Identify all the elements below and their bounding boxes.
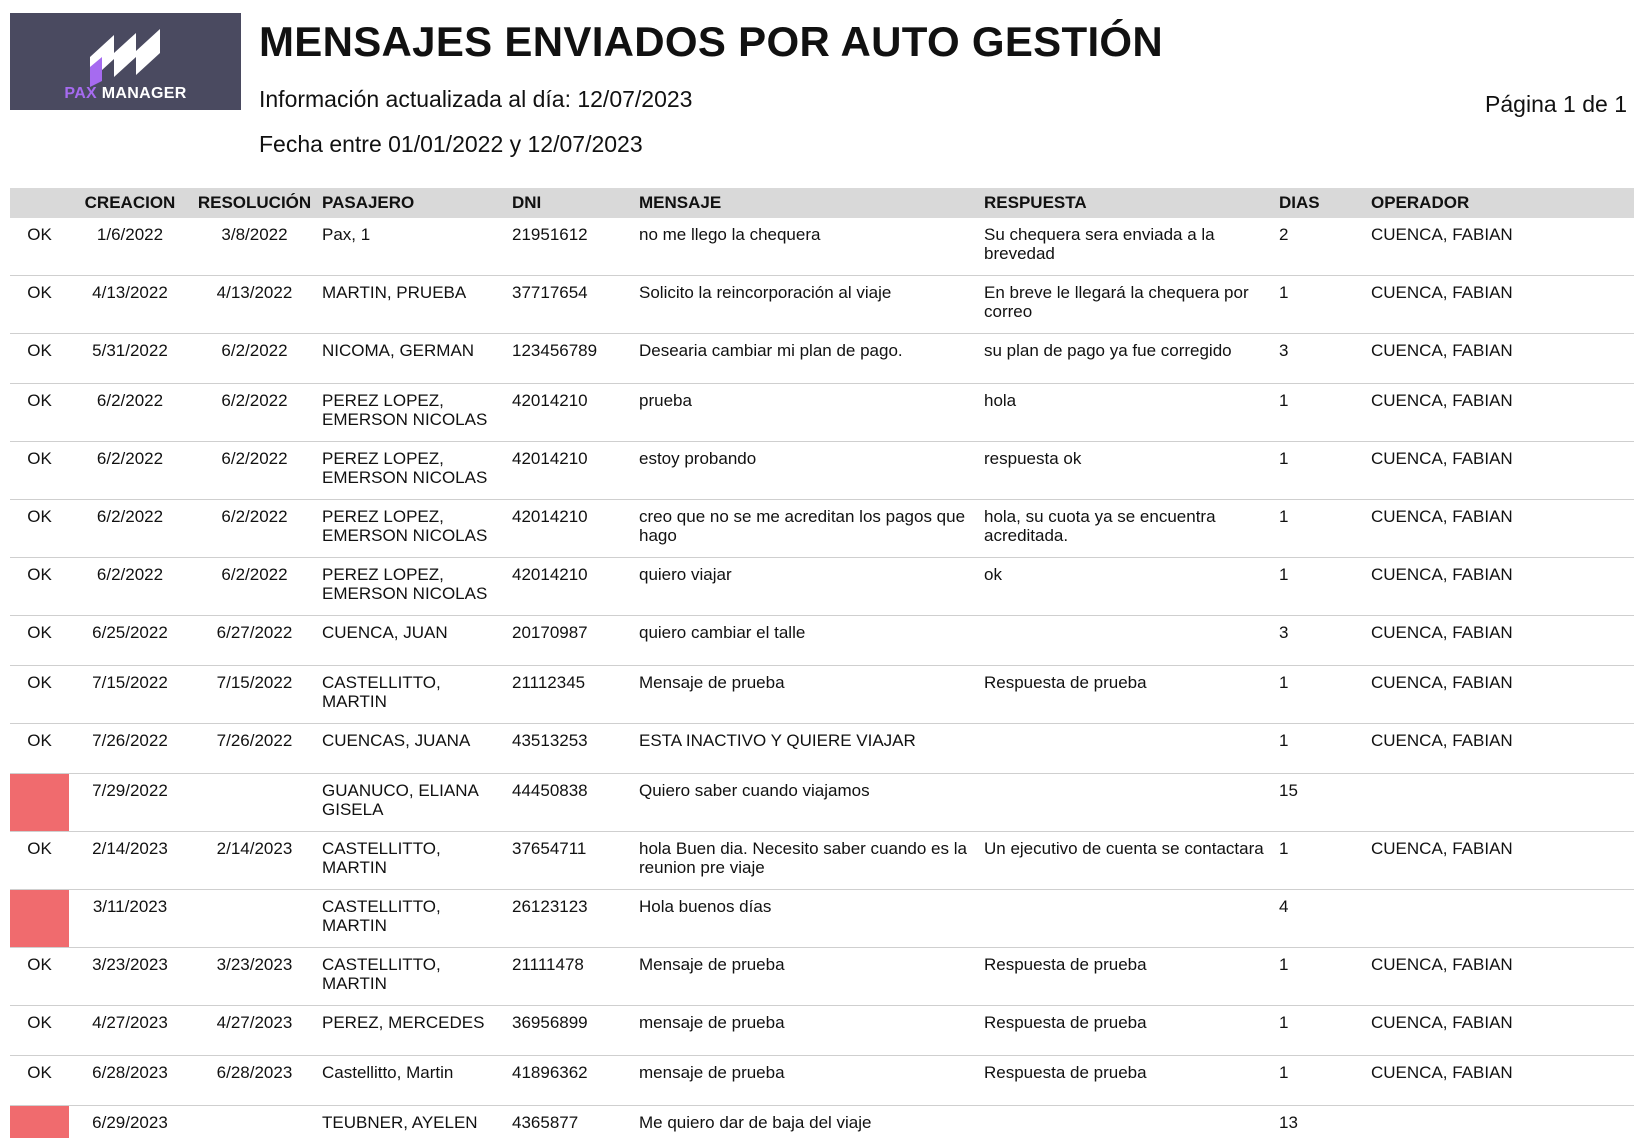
pax-manager-logo xyxy=(10,13,241,110)
cell-dni: 21111478 xyxy=(508,948,635,1006)
status-label: OK xyxy=(10,442,69,468)
status-cell xyxy=(10,334,69,384)
status-cell xyxy=(10,218,69,276)
status-cell xyxy=(10,442,69,500)
cell-resolucion: 6/2/2022 xyxy=(191,334,318,384)
cell-dni: 37654711 xyxy=(508,832,635,890)
cell-dias: 2 xyxy=(1275,218,1367,276)
cell-respuesta xyxy=(980,724,1275,774)
cell-creacion: 4/13/2022 xyxy=(69,276,191,334)
cell-resolucion: 2/14/2023 xyxy=(191,832,318,890)
cell-pasajero: Castellitto, Martin xyxy=(318,1056,508,1106)
status-pending-cell xyxy=(10,890,69,948)
report-title: MENSAJES ENVIADOS POR AUTO GESTIÓN xyxy=(259,18,1163,66)
cell-dias: 1 xyxy=(1275,442,1367,500)
status-label xyxy=(10,890,69,897)
cell-dni: 42014210 xyxy=(508,558,635,616)
table-row xyxy=(10,442,1634,500)
table-row xyxy=(10,724,1634,774)
cell-mensaje: prueba xyxy=(635,384,980,442)
cell-dni: 42014210 xyxy=(508,384,635,442)
cell-resolucion xyxy=(191,774,318,832)
status-label: OK xyxy=(10,666,69,692)
cell-pasajero: CASTELLITTO, MARTIN xyxy=(318,890,508,948)
cell-creacion: 2/14/2023 xyxy=(69,832,191,890)
cell-creacion: 5/31/2022 xyxy=(69,334,191,384)
cell-dias: 1 xyxy=(1275,384,1367,442)
cell-creacion: 6/2/2022 xyxy=(69,442,191,500)
cell-operador: CUENCA, FABIAN xyxy=(1367,558,1634,616)
cell-mensaje: Mensaje de prueba xyxy=(635,666,980,724)
cell-operador: CUENCA, FABIAN xyxy=(1367,384,1634,442)
table-row xyxy=(10,832,1634,890)
cell-creacion: 3/23/2023 xyxy=(69,948,191,1006)
page-number: Página 1 de 1 xyxy=(1485,91,1627,118)
cell-dias: 1 xyxy=(1275,1056,1367,1106)
cell-creacion: 3/11/2023 xyxy=(69,890,191,948)
cell-dni: 41896362 xyxy=(508,1056,635,1106)
logo-text: PAX MANAGER xyxy=(10,85,241,103)
updated-date: Información actualizada al día: 12/07/2023 xyxy=(259,86,692,113)
status-cell xyxy=(10,384,69,442)
cell-resolucion: 6/28/2023 xyxy=(191,1056,318,1106)
cell-operador xyxy=(1367,774,1634,832)
cell-resolucion: 4/13/2022 xyxy=(191,276,318,334)
cell-mensaje: ESTA INACTIVO Y QUIERE VIAJAR xyxy=(635,724,980,774)
cell-operador: CUENCA, FABIAN xyxy=(1367,832,1634,890)
cell-mensaje: mensaje de prueba xyxy=(635,1056,980,1106)
cell-creacion: 4/27/2023 xyxy=(69,1006,191,1056)
logo-mark-icon xyxy=(88,23,164,87)
table-row xyxy=(10,774,1634,832)
col-pasajero: PASAJERO xyxy=(318,188,508,218)
col-resolucion: RESOLUCIÓN xyxy=(191,188,318,218)
cell-dni: 123456789 xyxy=(508,334,635,384)
table-row xyxy=(10,948,1634,1006)
status-cell xyxy=(10,832,69,890)
status-pending-cell xyxy=(10,774,69,832)
status-label: OK xyxy=(10,1056,69,1082)
status-cell xyxy=(10,616,69,666)
table-row xyxy=(10,334,1634,384)
cell-resolucion: 6/2/2022 xyxy=(191,500,318,558)
table-row xyxy=(10,1056,1634,1106)
cell-respuesta xyxy=(980,1106,1275,1138)
col-operador: OPERADOR xyxy=(1367,188,1634,218)
cell-dni: 4365877 xyxy=(508,1106,635,1138)
cell-operador: CUENCA, FABIAN xyxy=(1367,500,1634,558)
col-mensaje: MENSAJE xyxy=(635,188,980,218)
status-cell xyxy=(10,948,69,1006)
cell-creacion: 6/2/2022 xyxy=(69,384,191,442)
status-label xyxy=(10,1106,69,1113)
cell-respuesta: Respuesta de prueba xyxy=(980,666,1275,724)
cell-respuesta xyxy=(980,774,1275,832)
cell-mensaje: mensaje de prueba xyxy=(635,1006,980,1056)
cell-respuesta: Su chequera sera enviada a la brevedad xyxy=(980,218,1275,276)
status-cell xyxy=(10,1056,69,1106)
cell-mensaje: quiero cambiar el talle xyxy=(635,616,980,666)
cell-respuesta: Respuesta de prueba xyxy=(980,948,1275,1006)
cell-creacion: 7/29/2022 xyxy=(69,774,191,832)
cell-dias: 1 xyxy=(1275,558,1367,616)
cell-pasajero: Pax, 1 xyxy=(318,218,508,276)
table-header-row xyxy=(10,188,1634,218)
status-label: OK xyxy=(10,724,69,750)
cell-respuesta: Respuesta de prueba xyxy=(980,1006,1275,1056)
cell-resolucion: 6/2/2022 xyxy=(191,558,318,616)
cell-creacion: 6/28/2023 xyxy=(69,1056,191,1106)
status-cell xyxy=(10,724,69,774)
table-row xyxy=(10,276,1634,334)
cell-mensaje: creo que no se me acreditan los pagos que hago xyxy=(635,500,980,558)
cell-operador: CUENCA, FABIAN xyxy=(1367,666,1634,724)
cell-operador: CUENCA, FABIAN xyxy=(1367,218,1634,276)
cell-respuesta xyxy=(980,616,1275,666)
cell-dni: 44450838 xyxy=(508,774,635,832)
cell-dias: 1 xyxy=(1275,1006,1367,1056)
status-cell xyxy=(10,558,69,616)
status-label: OK xyxy=(10,500,69,526)
cell-pasajero: GUANUCO, ELIANA GISELA xyxy=(318,774,508,832)
status-label xyxy=(10,774,69,781)
table-row xyxy=(10,1006,1634,1056)
cell-operador: CUENCA, FABIAN xyxy=(1367,724,1634,774)
cell-dni: 37717654 xyxy=(508,276,635,334)
cell-pasajero: PEREZ LOPEZ, EMERSON NICOLAS xyxy=(318,558,508,616)
cell-operador: CUENCA, FABIAN xyxy=(1367,334,1634,384)
col-creacion: CREACION xyxy=(69,188,191,218)
status-label: OK xyxy=(10,1006,69,1032)
cell-mensaje: estoy probando xyxy=(635,442,980,500)
cell-respuesta: Respuesta de prueba xyxy=(980,1056,1275,1106)
messages-table xyxy=(10,188,1634,1138)
cell-respuesta: Un ejecutivo de cuenta se contactara xyxy=(980,832,1275,890)
col-respuesta: RESPUESTA xyxy=(980,188,1275,218)
cell-operador xyxy=(1367,1106,1634,1138)
cell-mensaje: hola Buen dia. Necesito saber cuando es la reunion pre viaje xyxy=(635,832,980,890)
cell-pasajero: CASTELLITTO, MARTIN xyxy=(318,832,508,890)
cell-respuesta: hola xyxy=(980,384,1275,442)
cell-respuesta: hola, su cuota ya se encuentra acreditada. xyxy=(980,500,1275,558)
cell-resolucion: 3/23/2023 xyxy=(191,948,318,1006)
cell-mensaje: Me quiero dar de baja del viaje xyxy=(635,1106,980,1138)
cell-pasajero: CASTELLITTO, MARTIN xyxy=(318,666,508,724)
cell-dni: 42014210 xyxy=(508,500,635,558)
col-status xyxy=(10,188,69,218)
cell-dni: 21112345 xyxy=(508,666,635,724)
status-cell xyxy=(10,500,69,558)
cell-resolucion: 7/15/2022 xyxy=(191,666,318,724)
cell-respuesta: su plan de pago ya fue corregido xyxy=(980,334,1275,384)
date-range: Fecha entre 01/01/2022 y 12/07/2023 xyxy=(259,131,643,158)
status-cell xyxy=(10,276,69,334)
cell-resolucion xyxy=(191,890,318,948)
table-row xyxy=(10,1106,1634,1138)
status-label: OK xyxy=(10,218,69,244)
cell-dias: 3 xyxy=(1275,616,1367,666)
status-cell xyxy=(10,666,69,724)
table-row xyxy=(10,616,1634,666)
cell-operador: CUENCA, FABIAN xyxy=(1367,948,1634,1006)
status-label: OK xyxy=(10,334,69,360)
cell-mensaje: no me llego la chequera xyxy=(635,218,980,276)
cell-creacion: 7/15/2022 xyxy=(69,666,191,724)
table-row xyxy=(10,666,1634,724)
cell-resolucion: 3/8/2022 xyxy=(191,218,318,276)
cell-operador: CUENCA, FABIAN xyxy=(1367,442,1634,500)
cell-respuesta: ok xyxy=(980,558,1275,616)
cell-dias: 15 xyxy=(1275,774,1367,832)
status-label: OK xyxy=(10,276,69,302)
cell-operador: CUENCA, FABIAN xyxy=(1367,276,1634,334)
cell-resolucion xyxy=(191,1106,318,1138)
cell-creacion: 6/25/2022 xyxy=(69,616,191,666)
cell-pasajero: CUENCA, JUAN xyxy=(318,616,508,666)
cell-mensaje: Desearia cambiar mi plan de pago. xyxy=(635,334,980,384)
cell-dias: 1 xyxy=(1275,500,1367,558)
cell-dias: 1 xyxy=(1275,276,1367,334)
cell-resolucion: 6/2/2022 xyxy=(191,384,318,442)
cell-dni: 20170987 xyxy=(508,616,635,666)
cell-creacion: 6/29/2023 xyxy=(69,1106,191,1138)
table-row xyxy=(10,500,1634,558)
cell-dias: 1 xyxy=(1275,666,1367,724)
cell-mensaje: quiero viajar xyxy=(635,558,980,616)
col-dni: DNI xyxy=(508,188,635,218)
cell-resolucion: 6/2/2022 xyxy=(191,442,318,500)
cell-dias: 3 xyxy=(1275,334,1367,384)
col-dias: DIAS xyxy=(1275,188,1367,218)
cell-dias: 13 xyxy=(1275,1106,1367,1138)
cell-dni: 42014210 xyxy=(508,442,635,500)
status-label: OK xyxy=(10,616,69,642)
cell-mensaje: Hola buenos días xyxy=(635,890,980,948)
cell-dni: 43513253 xyxy=(508,724,635,774)
table-row xyxy=(10,890,1634,948)
cell-pasajero: PEREZ LOPEZ, EMERSON NICOLAS xyxy=(318,384,508,442)
cell-dias: 4 xyxy=(1275,890,1367,948)
cell-resolucion: 7/26/2022 xyxy=(191,724,318,774)
cell-creacion: 7/26/2022 xyxy=(69,724,191,774)
cell-respuesta: respuesta ok xyxy=(980,442,1275,500)
cell-dias: 1 xyxy=(1275,832,1367,890)
cell-operador: CUENCA, FABIAN xyxy=(1367,1006,1634,1056)
table-row xyxy=(10,384,1634,442)
cell-pasajero: TEUBNER, AYELEN xyxy=(318,1106,508,1138)
table-row xyxy=(10,218,1634,276)
cell-dni: 36956899 xyxy=(508,1006,635,1056)
cell-pasajero: NICOMA, GERMAN xyxy=(318,334,508,384)
status-label: OK xyxy=(10,558,69,584)
cell-mensaje: Mensaje de prueba xyxy=(635,948,980,1006)
cell-pasajero: CUENCAS, JUANA xyxy=(318,724,508,774)
cell-operador: CUENCA, FABIAN xyxy=(1367,1056,1634,1106)
cell-dni: 26123123 xyxy=(508,890,635,948)
status-pending-cell xyxy=(10,1106,69,1138)
cell-mensaje: Solicito la reincorporación al viaje xyxy=(635,276,980,334)
table-row xyxy=(10,558,1634,616)
cell-pasajero: PEREZ, MERCEDES xyxy=(318,1006,508,1056)
cell-resolucion: 4/27/2023 xyxy=(191,1006,318,1056)
cell-resolucion: 6/27/2022 xyxy=(191,616,318,666)
cell-pasajero: PEREZ LOPEZ, EMERSON NICOLAS xyxy=(318,442,508,500)
status-label: OK xyxy=(10,384,69,410)
cell-operador: CUENCA, FABIAN xyxy=(1367,616,1634,666)
cell-pasajero: CASTELLITTO, MARTIN xyxy=(318,948,508,1006)
cell-respuesta: En breve le llegará la chequera por correo xyxy=(980,276,1275,334)
cell-dias: 1 xyxy=(1275,948,1367,1006)
status-cell xyxy=(10,1006,69,1056)
cell-mensaje: Quiero saber cuando viajamos xyxy=(635,774,980,832)
cell-operador xyxy=(1367,890,1634,948)
cell-creacion: 6/2/2022 xyxy=(69,558,191,616)
cell-dias: 1 xyxy=(1275,724,1367,774)
cell-creacion: 1/6/2022 xyxy=(69,218,191,276)
cell-pasajero: MARTIN, PRUEBA xyxy=(318,276,508,334)
cell-pasajero: PEREZ LOPEZ, EMERSON NICOLAS xyxy=(318,500,508,558)
cell-respuesta xyxy=(980,890,1275,948)
status-label: OK xyxy=(10,948,69,974)
cell-creacion: 6/2/2022 xyxy=(69,500,191,558)
cell-dni: 21951612 xyxy=(508,218,635,276)
status-label: OK xyxy=(10,832,69,858)
